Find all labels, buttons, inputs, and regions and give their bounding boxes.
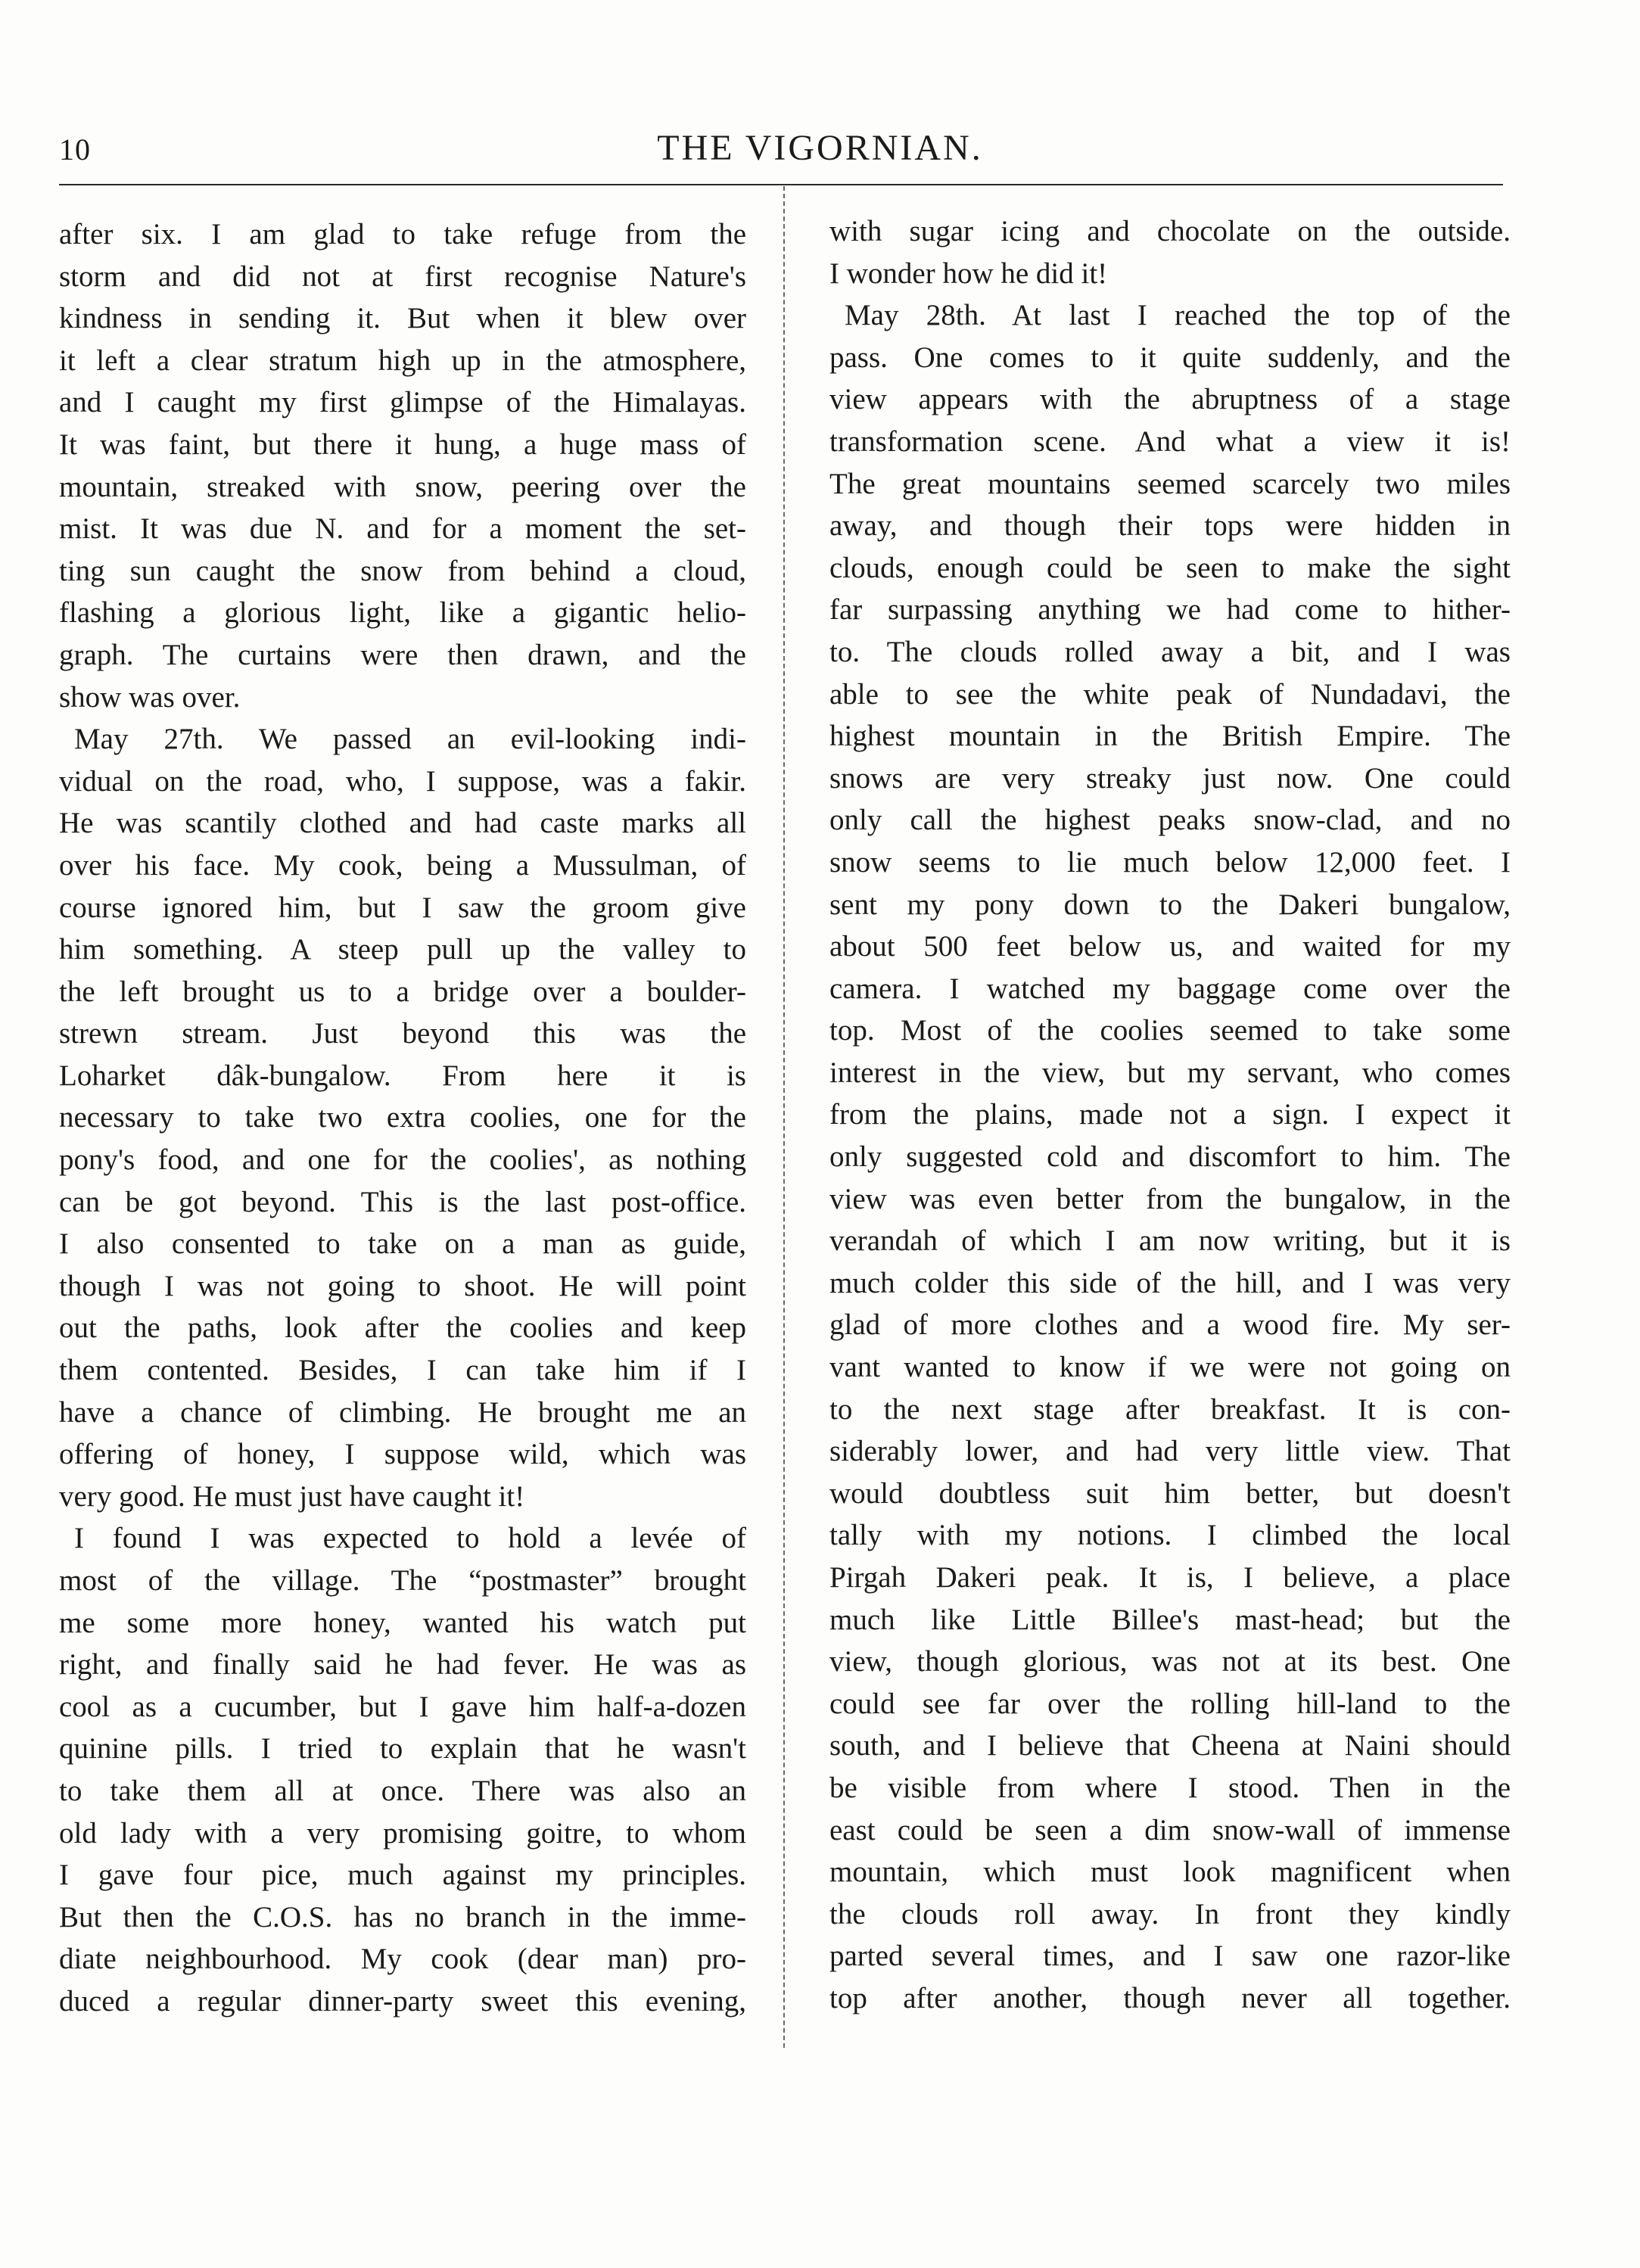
- text-line: have a chance of climbing. He brought me an: [59, 1395, 746, 1429]
- text-line: from the plains, made not a sign. I expect it: [829, 1098, 1511, 1131]
- text-line: snow seems to lie much below 12,000 feet. I: [829, 845, 1511, 879]
- text-line: view appears with the abruptness of a stage: [829, 383, 1511, 416]
- text-line: show was over.: [59, 680, 241, 714]
- text-line: the left brought us to a bridge over a boulder-: [59, 975, 746, 1008]
- text-line: sent my pony down to the Dakeri bungalow,: [829, 888, 1511, 921]
- text-line: mist. It was due N. and for a moment the set-: [59, 512, 746, 546]
- right-column: [829, 210, 1511, 2020]
- text-line: after six. I am glad to take refuge from the: [59, 218, 746, 250]
- text-line: transformation scene. And what a view it is!: [829, 425, 1511, 458]
- text-line: could see far over the rolling hill-land to the: [829, 1687, 1511, 1720]
- text-line: I gave four pice, much against my principles.: [59, 1859, 746, 1892]
- text-line: clouds, enough could be seen to make the sight: [829, 551, 1511, 584]
- text-line: would doubtless suit him better, but doesn't: [829, 1476, 1511, 1510]
- text-line: verandah of which I am now writing, but it is: [829, 1224, 1511, 1258]
- text-line: be visible from where I stood. Then in the: [829, 1771, 1511, 1804]
- text-line: But then the C.O.S. has no branch in the imme-: [59, 1900, 746, 1934]
- text-line: diate neighbourhood. My cook (dear man) pro-: [59, 1943, 746, 1976]
- header-rule: [59, 184, 1503, 185]
- text-line: camera. I watched my baggage come over the: [829, 972, 1511, 1005]
- text-line: over his face. My cook, being a Mussulman, of: [59, 848, 746, 882]
- text-line: view, though glorious, was not at its best. One: [829, 1645, 1511, 1678]
- text-line: very good. He must just have caught it!: [59, 1479, 525, 1513]
- text-line: mountain, which must look magnificent when: [829, 1856, 1511, 1889]
- text-line: east could be seen a dim snow-wall of immense: [829, 1813, 1511, 1846]
- text-line: duced a regular dinner-party sweet this evening,: [59, 1984, 746, 2018]
- text-line: it left a clear stratum high up in the atmosphere,: [59, 344, 746, 377]
- text-line: quinine pills. I tried to explain that he wasn't: [59, 1732, 746, 1766]
- text-line: I wonder how he did it!: [829, 257, 1108, 290]
- text-line: kindness in sending it. But when it blew over: [59, 302, 746, 335]
- text-line: I also consented to take on a man as guide,: [59, 1227, 746, 1261]
- text-line: far surpassing anything we had come to hither-: [829, 593, 1511, 627]
- text-line: Loharket dâk-bungalow. From here it is: [59, 1059, 746, 1092]
- text-line: offering of honey, I suppose wild, which was: [59, 1438, 746, 1471]
- text-line: most of the village. The “postmaster” brought: [59, 1564, 746, 1597]
- text-line: south, and I believe that Cheena at Naini should: [829, 1729, 1511, 1762]
- text-line: glad of more clothes and a wood fire. My ser-: [829, 1308, 1511, 1342]
- text-line: to. The clouds rolled away a bit, and I was: [829, 635, 1511, 668]
- text-line: only suggested cold and discomfort to him. The: [829, 1140, 1511, 1174]
- text-line: strewn stream. Just beyond this was the: [59, 1017, 746, 1050]
- text-line: him something. A steep pull up the valley to: [59, 933, 746, 966]
- text-line: highest mountain in the British Empire. The: [829, 720, 1511, 753]
- text-line: can be got beyond. This is the last post-office.: [59, 1185, 746, 1218]
- text-line: storm and did not at first recognise Nature's: [59, 260, 746, 293]
- text-line: pass. One comes to it quite suddenly, and the: [829, 341, 1511, 374]
- text-line: Pirgah Dakeri peak. It is, I believe, a place: [829, 1561, 1511, 1594]
- text-line: to the next stage after breakfast. It is con-: [829, 1392, 1511, 1426]
- text-line: ting sun caught the snow from behind a cloud,: [59, 554, 746, 587]
- text-line: with sugar icing and chocolate on the outside.: [829, 215, 1511, 247]
- page-number: 10: [59, 132, 91, 166]
- text-line: vant wanted to know if we were not going on: [829, 1351, 1511, 1384]
- text-line: and I caught my first glimpse of the Himalayas.: [59, 386, 746, 419]
- text-line: only call the highest peaks snow-clad, and no: [829, 804, 1511, 837]
- text-line: May 28th. At last I reached the top of the: [845, 299, 1511, 332]
- text-line: old lady with a very promising goitre, to whom: [59, 1816, 746, 1850]
- text-line: The great mountains seemed scarcely two miles: [829, 467, 1511, 500]
- text-line: parted several times, and I saw one razor-like: [829, 1940, 1511, 1973]
- text-line: course ignored him, but I saw the groom give: [59, 891, 746, 924]
- text-line: out the paths, look after the coolies and keep: [59, 1311, 746, 1345]
- text-line: them contented. Besides, I can take him if I: [59, 1354, 746, 1387]
- text-line: It was faint, but there it hung, a huge mass of: [59, 428, 746, 461]
- text-line: to take them all at once. There was also an: [59, 1774, 746, 1807]
- text-line: interest in the view, but my servant, who comes: [829, 1056, 1511, 1089]
- text-line: pony's food, and one for the coolies', as nothing: [59, 1143, 746, 1177]
- text-line: much colder this side of the hill, and I was very: [829, 1266, 1511, 1299]
- text-line: tally with my notions. I climbed the local: [829, 1519, 1511, 1552]
- text-line: able to see the white peak of Nundadavi, the: [829, 677, 1511, 711]
- left-column: [59, 213, 746, 2023]
- text-line: though I was not going to shoot. He will point: [59, 1269, 746, 1302]
- text-line: snows are very streaky just now. One could: [829, 761, 1511, 795]
- text-line: about 500 feet below us, and waited for my: [829, 930, 1511, 963]
- text-line: right, and finally said he had fever. He was as: [59, 1648, 746, 1682]
- text-line: mountain, streaked with snow, peering over the: [59, 470, 746, 503]
- text-line: cool as a cucumber, but I gave him half-a-dozen: [59, 1690, 746, 1723]
- text-line: May 27th. We passed an evil-looking indi-: [74, 723, 746, 756]
- running-title: THE VIGORNIAN.: [657, 128, 983, 168]
- text-line: graph. The curtains were then drawn, and the: [59, 638, 746, 671]
- text-line: view was even better from the bungalow, in the: [829, 1182, 1511, 1215]
- text-line: siderably lower, and had very little view. That: [829, 1435, 1511, 1468]
- text-line: much like Little Billee's mast-head; but the: [829, 1603, 1511, 1636]
- text-line: the clouds roll away. In front they kindly: [829, 1897, 1511, 1930]
- text-line: necessary to take two extra coolies, one for the: [59, 1101, 746, 1134]
- text-line: top after another, though never all together.: [829, 1981, 1511, 2014]
- column-divider: [783, 186, 785, 2048]
- text-line: He was scantily clothed and had caste marks all: [59, 807, 746, 840]
- text-line: I found I was expected to hold a levée of: [74, 1522, 746, 1555]
- text-line: top. Most of the coolies seemed to take some: [829, 1014, 1511, 1047]
- text-line: flashing a glorious light, like a gigantic helio-: [59, 596, 746, 630]
- text-line: vidual on the road, who, I suppose, was a fakir.: [59, 764, 746, 798]
- text-line: me some more honey, wanted his watch put: [59, 1606, 746, 1639]
- text-line: away, and though their tops were hidden in: [829, 509, 1511, 543]
